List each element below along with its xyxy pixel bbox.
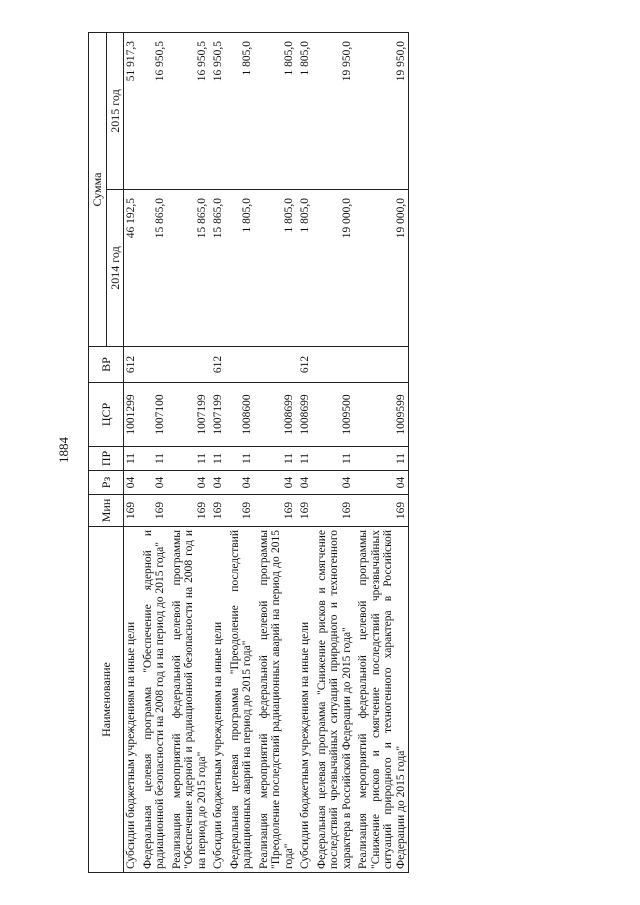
header-rz: Рз — [89, 471, 124, 495]
header-vr: ВР — [89, 347, 124, 383]
table-row — [168, 32, 210, 872]
table-row — [354, 32, 409, 872]
table-row — [139, 32, 168, 872]
table-row — [226, 32, 255, 872]
cell-vr — [255, 347, 297, 383]
cell-csr: 1007100 — [139, 383, 168, 447]
cell-min: 169 — [226, 495, 255, 527]
cell-name: Субсидии бюджетным учреждениям на иные цели — [124, 527, 139, 873]
cell-csr: 1009599 — [354, 383, 409, 447]
cell-2014: 19 000,0 — [313, 190, 355, 347]
header-2014: 2014 год — [106, 190, 124, 347]
cell-2015: 19 950,0 — [313, 32, 355, 189]
cell-2014: 15 865,0 — [139, 190, 168, 347]
cell-2015: 16 950,5 — [168, 32, 210, 189]
cell-name: Федеральная целевая программа "Снижение рисков и смягчение последствий чрезвычайных ситуаций природного и техногенного характера в Российской Федерации до 2015 года" — [313, 527, 355, 873]
cell-pr: 11 — [354, 447, 409, 471]
cell-2014: 1 805,0 — [296, 190, 313, 347]
header-sum: Сумма — [89, 32, 107, 346]
cell-vr — [139, 347, 168, 383]
cell-2014: 1 805,0 — [255, 190, 297, 347]
cell-min: 169 — [296, 495, 313, 527]
cell-pr: 11 — [313, 447, 355, 471]
cell-csr: 1009500 — [313, 383, 355, 447]
budget-table — [88, 32, 409, 873]
cell-csr: 1008600 — [226, 383, 255, 447]
cell-vr: 612 — [124, 347, 139, 383]
page-number: 1884 — [56, 437, 71, 463]
header-pr: ПР — [89, 447, 124, 471]
cell-csr: 1008699 — [296, 383, 313, 447]
cell-name: Реализация мероприятий федеральной целевой программы "Обеспечение ядерной и радиационной безопасности на 2008 год и на период до 2015 года" — [168, 527, 210, 873]
cell-2014: 19 000,0 — [354, 190, 409, 347]
cell-rz: 04 — [209, 471, 226, 495]
cell-2015: 51 917,3 — [124, 32, 139, 189]
cell-2014: 15 865,0 — [209, 190, 226, 347]
header-name: Наименование — [89, 527, 124, 873]
cell-pr: 11 — [124, 447, 139, 471]
table-row — [124, 32, 139, 872]
cell-vr: 612 — [296, 347, 313, 383]
cell-2015: 19 950,0 — [354, 32, 409, 189]
cell-rz: 04 — [139, 471, 168, 495]
cell-pr: 11 — [255, 447, 297, 471]
cell-rz: 04 — [313, 471, 355, 495]
cell-name: Федеральная целевая программа "Преодоление последствий радиационных аварий на период до 2015 года" — [226, 527, 255, 873]
cell-vr — [313, 347, 355, 383]
cell-name: Федеральная целевая программа "Обеспечение ядерной и радиационной безопасности на 2008 год и на период до 2015 года" — [139, 527, 168, 873]
cell-min: 169 — [168, 495, 210, 527]
cell-min: 169 — [139, 495, 168, 527]
cell-name: Реализация мероприятий федеральной целевой программы "Снижение рисков и смягчение последствий чрезвычайных ситуаций природного и техногенного характера в Российской Федерации до 2015 года" — [354, 527, 409, 873]
cell-rz: 04 — [226, 471, 255, 495]
cell-csr: 1008699 — [255, 383, 297, 447]
cell-pr: 11 — [209, 447, 226, 471]
cell-rz: 04 — [296, 471, 313, 495]
cell-csr: 1001299 — [124, 383, 139, 447]
cell-2014: 1 805,0 — [226, 190, 255, 347]
cell-2014: 15 865,0 — [168, 190, 210, 347]
cell-rz: 04 — [124, 471, 139, 495]
cell-pr: 11 — [296, 447, 313, 471]
cell-csr: 1007199 — [209, 383, 226, 447]
table-row — [255, 32, 297, 872]
cell-name: Субсидии бюджетным учреждениям на иные цели — [296, 527, 313, 873]
cell-min: 169 — [313, 495, 355, 527]
cell-rz: 04 — [354, 471, 409, 495]
cell-vr — [354, 347, 409, 383]
header-min: Мин — [89, 495, 124, 527]
cell-vr — [168, 347, 210, 383]
cell-name: Реализация мероприятий федеральной целевой программы "Преодоление последствий радиационных аварий на период до 2015 года" — [255, 527, 297, 873]
cell-rz: 04 — [168, 471, 210, 495]
cell-vr: 612 — [209, 347, 226, 383]
cell-2014: 46 192,5 — [124, 190, 139, 347]
cell-2015: 1 805,0 — [296, 32, 313, 189]
cell-name: Субсидии бюджетным учреждениям на иные цели — [209, 527, 226, 873]
cell-vr — [226, 347, 255, 383]
cell-rz: 04 — [255, 471, 297, 495]
cell-2015: 1 805,0 — [255, 32, 297, 189]
cell-2015: 16 950,5 — [139, 32, 168, 189]
cell-pr: 11 — [139, 447, 168, 471]
cell-2015: 16 950,5 — [209, 32, 226, 189]
cell-min: 169 — [354, 495, 409, 527]
table-row — [209, 32, 226, 872]
budget-table-sheet — [88, 33, 620, 873]
cell-pr: 11 — [168, 447, 210, 471]
header-2015: 2015 год — [106, 32, 124, 189]
header-csr: ЦСР — [89, 383, 124, 447]
cell-min: 169 — [209, 495, 226, 527]
table-row — [313, 32, 355, 872]
table-body — [124, 32, 409, 872]
cell-min: 169 — [255, 495, 297, 527]
cell-pr: 11 — [226, 447, 255, 471]
cell-2015: 1 805,0 — [226, 32, 255, 189]
cell-min: 169 — [124, 495, 139, 527]
table-row — [296, 32, 313, 872]
cell-csr: 1007199 — [168, 383, 210, 447]
